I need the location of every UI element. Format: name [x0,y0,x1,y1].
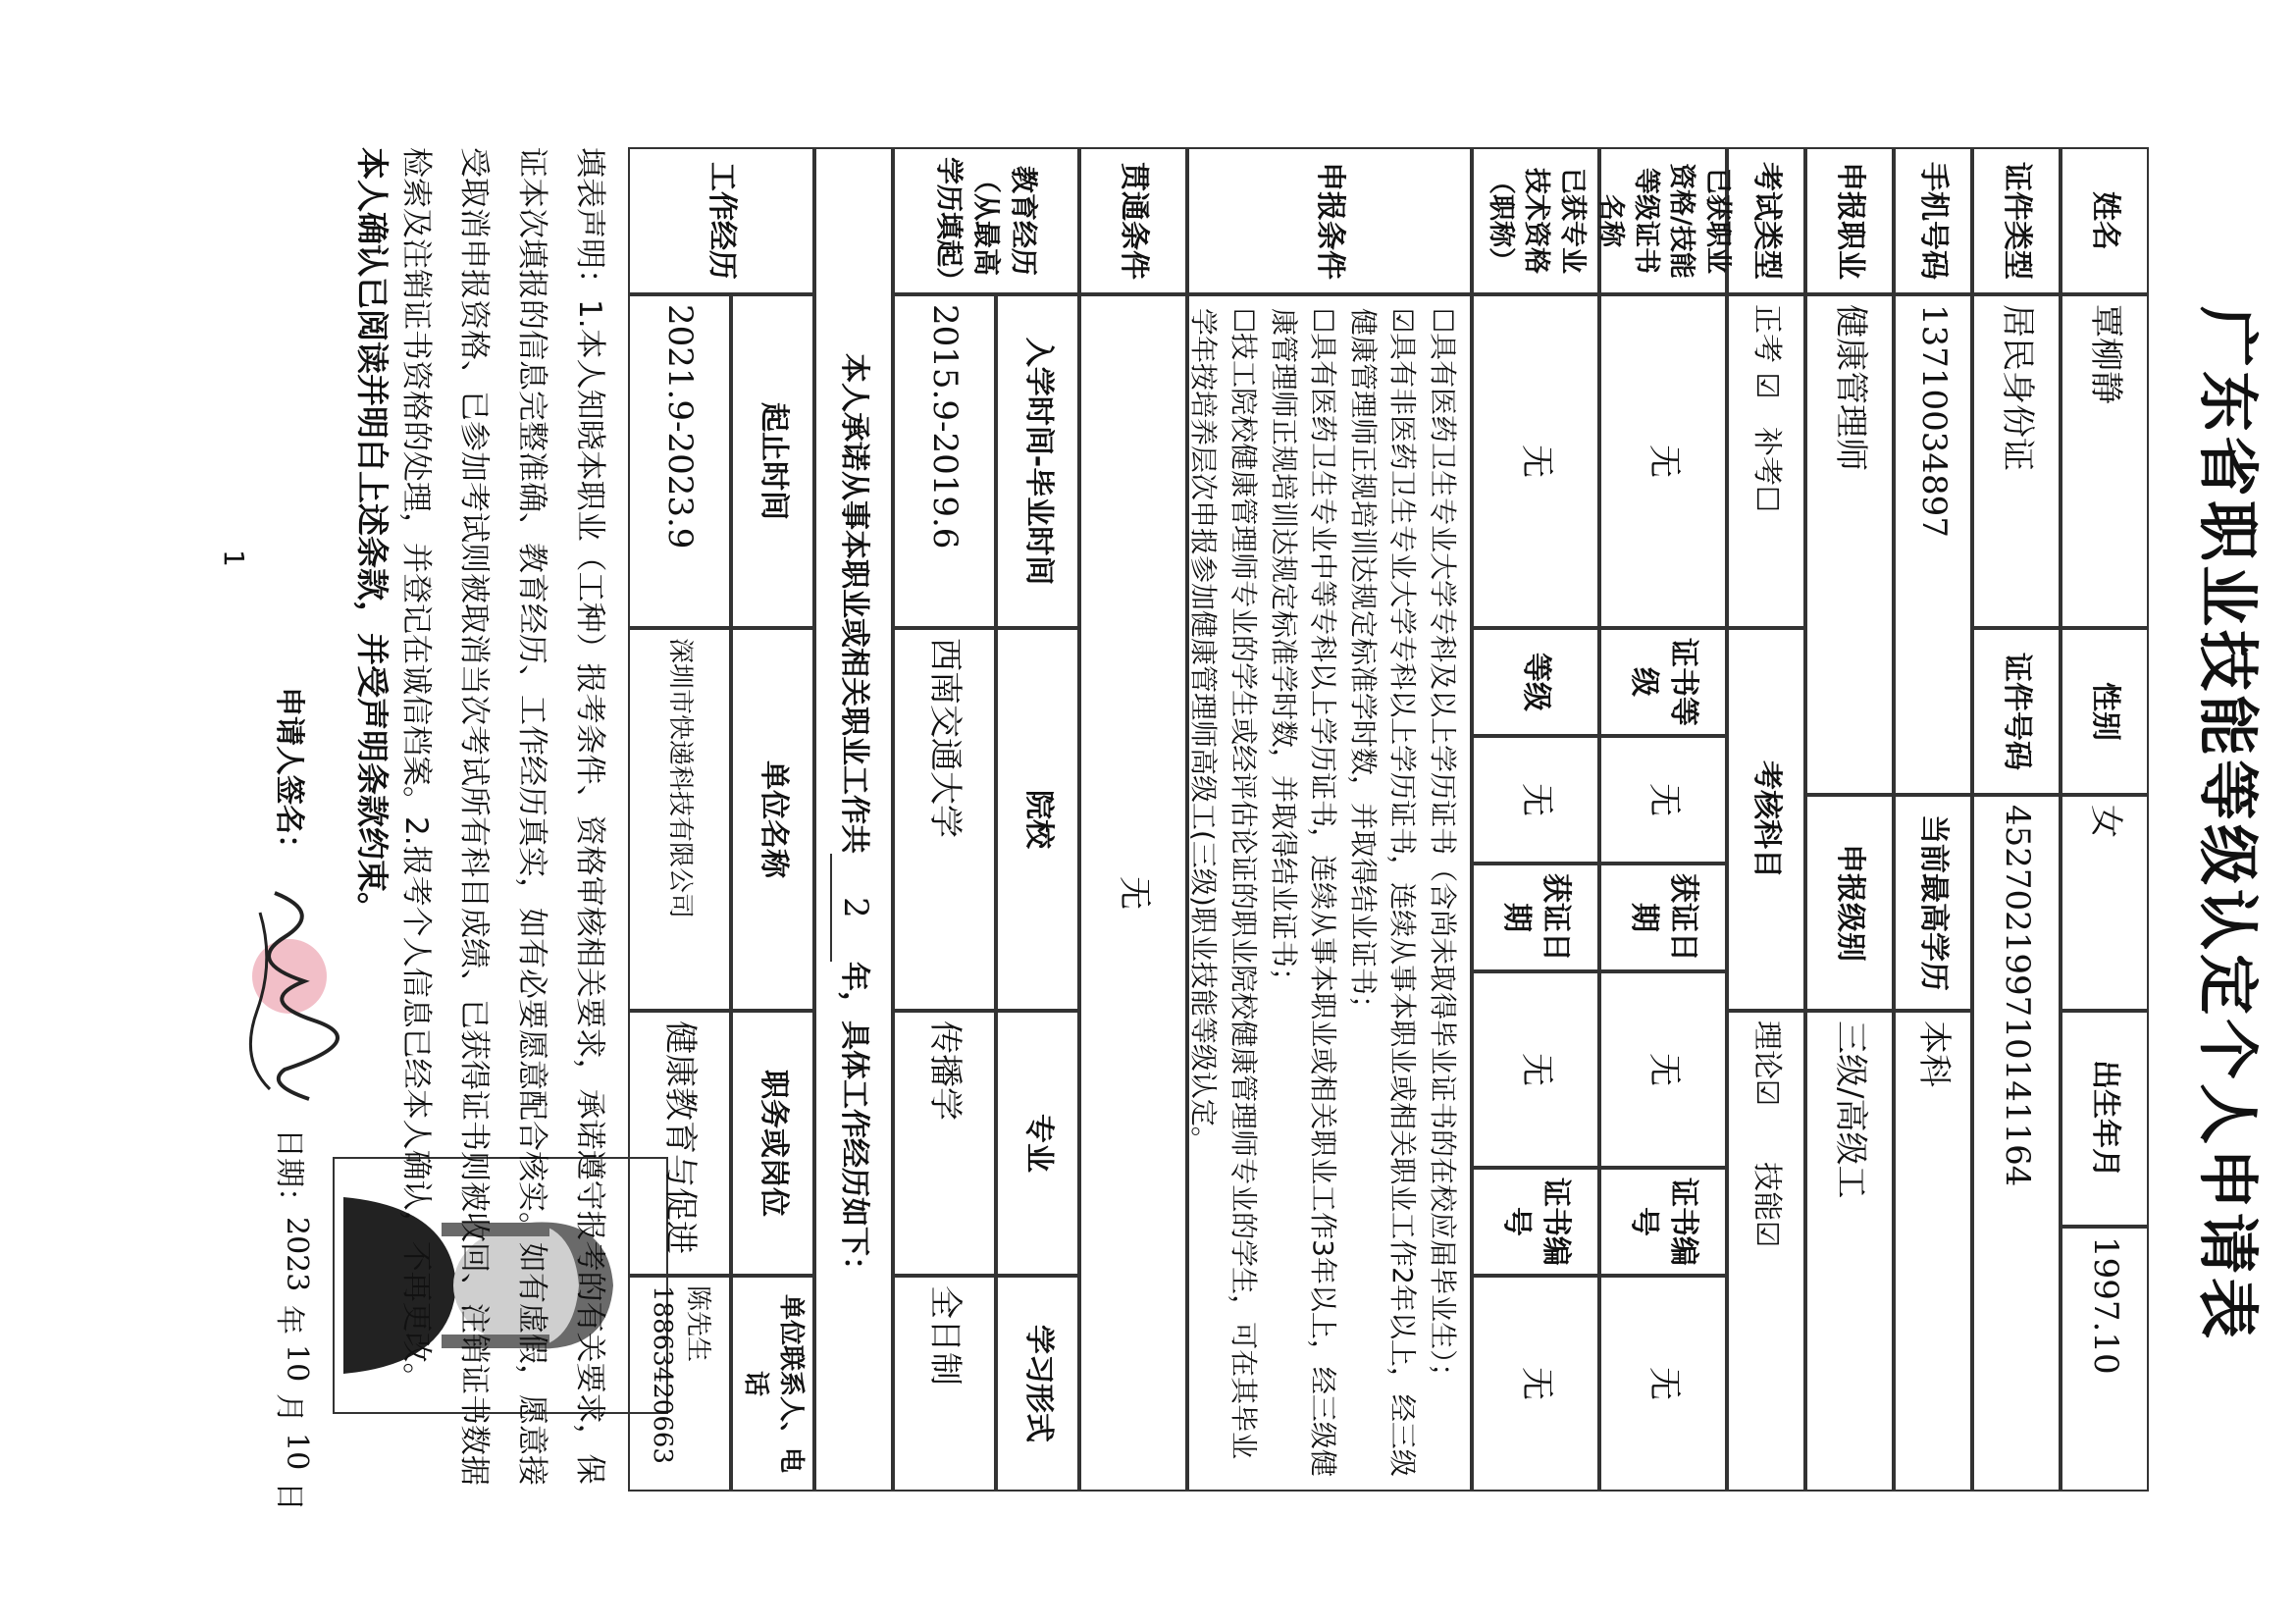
id-type-value: 居民身份证 [1972,294,2061,628]
subject-theory: 理论☑ [1749,1021,1785,1106]
major-label: 专业 [996,1011,1079,1276]
id-number-label: 证件号码 [1972,628,2061,795]
cert-voc-date-label: 获证日期 [1599,864,1727,971]
gender-label: 性别 [2061,628,2149,795]
id-number-value: 452702199710141164 [1972,795,2061,1492]
date-year-unit: 年 [272,1305,306,1335]
school-label: 院校 [996,628,1079,1011]
edu-period-label: 入学时间-毕业时间 [996,294,1079,628]
cert-voc-level-label: 证书等级 [1599,628,1727,736]
cert-title-date-label: 获证日期 [1472,864,1599,971]
signature-scribble [235,883,343,1109]
occupation-value: 健康管理师 [1805,294,1894,795]
phone-label: 手机号码 [1894,147,1972,294]
exam-subject-label: 考核科目 [1727,628,1805,1011]
cert-title-level-label: 等级 [1472,628,1599,736]
apply-cond-label: 申报条件 [1187,147,1472,294]
level-value: 三级/高级工 [1805,1011,1894,1492]
cert-title-date-value: 无 [1472,971,1599,1168]
study-form-value: 全日制 [893,1276,996,1492]
cert-title-no-value: 无 [1472,1276,1599,1492]
declaration-text: 填表声明：1.本人知晓本职业（工种）报考条件、资格审核相关要求，承诺遵守报考的有关要求，保证本次填报的信息完整准确、教育经历、工作经历真实，如有必要愿意配合核实。如有虚假，愿意接受取消申报资格、已参加考试则被取消当次考试所有科目成绩、已获得证书则被收回、注销证书数据检索及注销证书资格的处理，并登记在诚信档案。2.报考个人信息已经本人确认，不再更改。 [398,147,607,1486]
school-value: 西南交通大学 [893,628,996,1011]
name-value: 覃柳静 [2061,294,2149,628]
cert-voc-no-label: 证书编号 [1599,1168,1727,1276]
date-month-unit: 月 [272,1393,306,1423]
work-history-label: 工作经历 [628,147,814,294]
subject-skill: 技能☑ [1749,1162,1785,1248]
date-day: 10 [280,1433,314,1471]
date-label: 日期： [272,1128,306,1217]
exam-subject-value [1727,1011,1805,1492]
birth-label: 出生年月 [2061,1011,2149,1227]
cert-voc-label: 已获职业资格/技能等级证书名称 [1599,147,1727,294]
date-year: 2023 [280,1217,314,1292]
page-number: 1 [218,550,250,567]
contact-value: 陈先生18863420663 [628,1276,731,1492]
edu-period-value: 2015.9-2019.6 [893,294,996,628]
employer-value: 深圳市快递科技有限公司 [628,628,731,1011]
signature-label: 申请人签名： [272,687,306,864]
contact-label: 单位联系人、电话 [731,1276,814,1492]
through-cond-label: 贯通条件 [1079,147,1187,294]
position-label: 职务或岗位 [731,1011,814,1276]
work-commit-prefix: 本人承诺从事本职业或相关职业工作共 [837,353,872,854]
gender-value: 女 [2061,795,2149,1011]
work-commit-suffix: 年，具体工作经历如下： [837,962,872,1285]
name-label: 姓名 [2061,147,2149,294]
work-commit [814,147,893,1492]
education-value: 本科 [1894,1011,1972,1492]
work-period-value: 2021.9-2023.9 [628,294,731,628]
date-day-unit: 日 [272,1482,306,1511]
major-value: 传播学 [893,1011,996,1276]
cert-title-label: 已获专业技术资格（职称） [1472,147,1599,294]
cert-voc-value: 无 [1599,294,1727,628]
cert-title-value: 无 [1472,294,1599,628]
exam-type-regular: 正考 ☑ [1749,304,1785,399]
exam-type-makeup: 补考☐ [1749,427,1785,512]
edu-history-label: 教育经历（从最高学历填起） [893,147,1079,294]
exam-type-value [1727,294,1805,628]
through-cond-value: 无 [1079,294,1187,1492]
cert-voc-level-value: 无 [1599,736,1727,864]
phone-value: 13710034897 [1894,294,1972,795]
cert-voc-no-value: 无 [1599,1276,1727,1492]
date-month: 10 [280,1344,314,1383]
level-label: 申报级别 [1805,795,1894,1011]
birth-value: 1997.10 [2061,1227,2149,1492]
work-years-value: 2 [830,854,877,962]
work-period-label: 起止时间 [731,294,814,628]
apply-option-1: ☐具有医药卫生专业大学专科及以上学历证书（含尚未取得毕业证书的在校应届毕业生）； [1427,308,1459,1391]
form-title: 广东省职业技能等级认定个人申请表 [2192,305,2264,1342]
occupation-label: 申报职业 [1805,147,1894,294]
apply-option-3: ☐具有医药卫生专业中等专科以上学历证书，连续从事本职业或相关职业工作3年以上，经三级健康管理师正规培训达规定标准学时数，并取得结业证书； [1267,308,1340,1477]
cert-voc-date-value: 无 [1599,971,1727,1168]
id-type-label: 证件类型 [1972,147,2061,294]
education-label: 当前最高学历 [1894,795,1972,1011]
employer-label: 单位名称 [731,628,814,1011]
exam-type-label: 考试类型 [1727,147,1805,294]
cert-title-no-label: 证书编号 [1472,1168,1599,1276]
position-value: 健康教育与促进 [628,1011,731,1276]
apply-cond-options [1187,294,1472,1492]
confirm-text: 本人确认已阅读并明白上述条款，并受声明条款约束。 [353,147,391,924]
apply-option-2: ☑具有非医药卫生专业大学专科以上学历证书，连续从事本职业或相关职业工作2年以上，经三级健康管理师正规培训达规定标准学时数，并取得结业证书； [1346,308,1420,1477]
study-form-label: 学习形式 [996,1276,1079,1492]
apply-option-4: ☐技工院校健康管理师专业的学生或经评估论证的职业院校健康管理师专业的学生，可在其毕业学年按培养层次申报参加健康管理师高级工(三级)职业技能等级认定。 [1187,308,1261,1460]
cert-title-level-value: 无 [1472,736,1599,864]
